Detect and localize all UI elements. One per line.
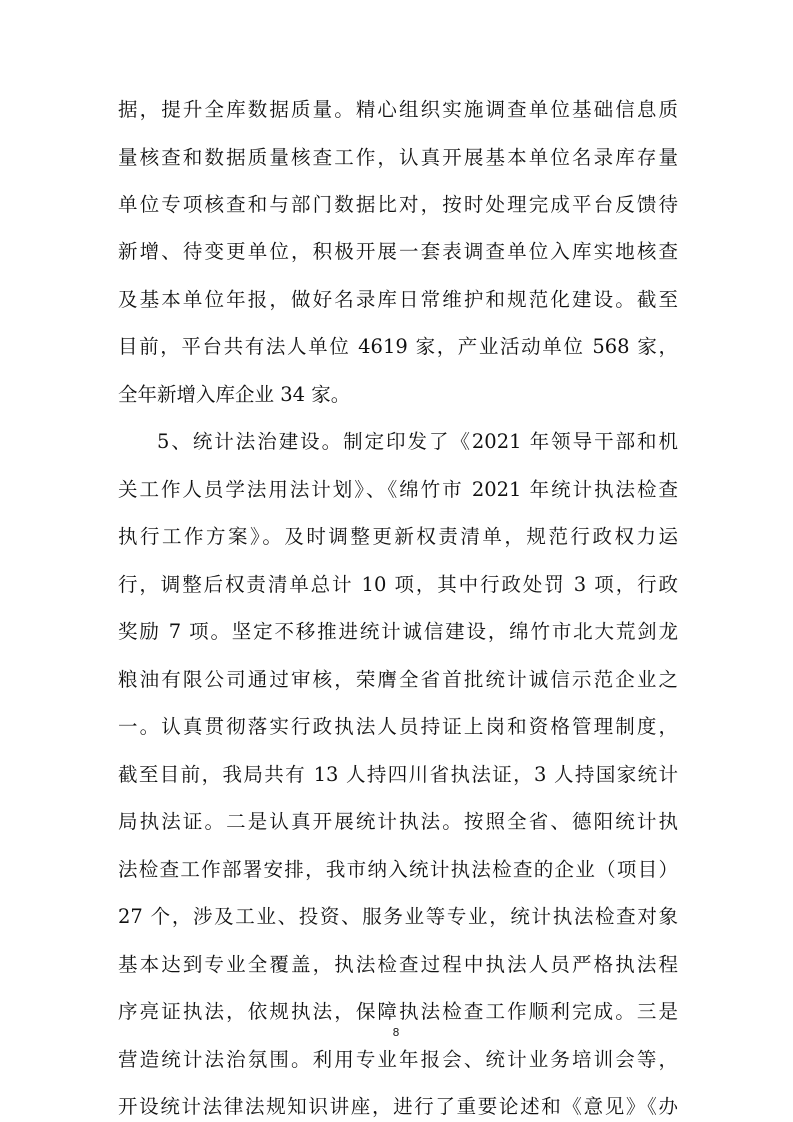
paragraph-line: 全年新增入库企业 34 家。 (118, 383, 351, 406)
paragraph-line: 及基本单位年报，做好名录库日常维护和规范化建设。截至 (118, 288, 678, 311)
page-number: 8 (392, 1026, 400, 1039)
paragraph-line: 法检查工作部署安排，我市纳入统计执法检查的企业（项目） (118, 858, 678, 881)
paragraph-line: 据，提升全库数据质量。精心组织实施调查单位基础信息质 (118, 98, 678, 121)
paragraph-line: 序亮证执法，依规执法，保障执法检查工作顺利完成。三是 (118, 1000, 678, 1023)
paragraph-line: 27 个，涉及工业、投资、服务业等专业，统计执法检查对象 (118, 905, 678, 928)
paragraph-line: 目前，平台共有法人单位 4619 家，产业活动单位 568 家， (118, 335, 678, 358)
paragraph-line: 粮油有限公司通过审核，荣膺全省首批统计诚信示范企业之 (118, 668, 678, 691)
paragraph-line: 基本达到专业全覆盖，执法检查过程中执法人员严格执法程 (118, 953, 678, 976)
paragraph-line: 开设统计法律法规知识讲座，进行了重要论述和《意见》《办 (118, 1095, 678, 1118)
section-heading-line: 5、统计法治建设。制定印发了《2021 年领导干部和机 (157, 430, 678, 453)
paragraph-line: 截至目前，我局共有 13 人持四川省执法证，3 人持国家统计 (118, 763, 678, 786)
paragraph-line: 局执法证。二是认真开展统计执法。按照全省、德阳统计执 (118, 810, 678, 833)
paragraph-line: 奖励 7 项。坚定不移推进统计诚信建设，绵竹市北大荒剑龙 (118, 620, 678, 643)
paragraph-line: 一。认真贯彻落实行政执法人员持证上岗和资格管理制度， (118, 715, 678, 738)
paragraph-line: 执行工作方案》。及时调整更新权责清单，规范行政权力运 (118, 525, 678, 548)
paragraph-line: 量核查和数据质量核查工作，认真开展基本单位名录库存量 (118, 146, 678, 169)
paragraph-line: 行，调整后权责清单总计 10 项，其中行政处罚 3 项，行政 (118, 573, 678, 596)
paragraph-line: 新增、待变更单位，积极开展一套表调查单位入库实地核查 (118, 240, 678, 263)
paragraph-line: 单位专项核查和与部门数据比对，按时处理完成平台反馈待 (118, 193, 678, 216)
paragraph-line: 关工作人员学法用法计划》、《绵竹市 2021 年统计执法检查 (118, 478, 678, 501)
paragraph-line: 营造统计法治氛围。利用专业年报会、统计业务培训会等， (118, 1048, 678, 1071)
